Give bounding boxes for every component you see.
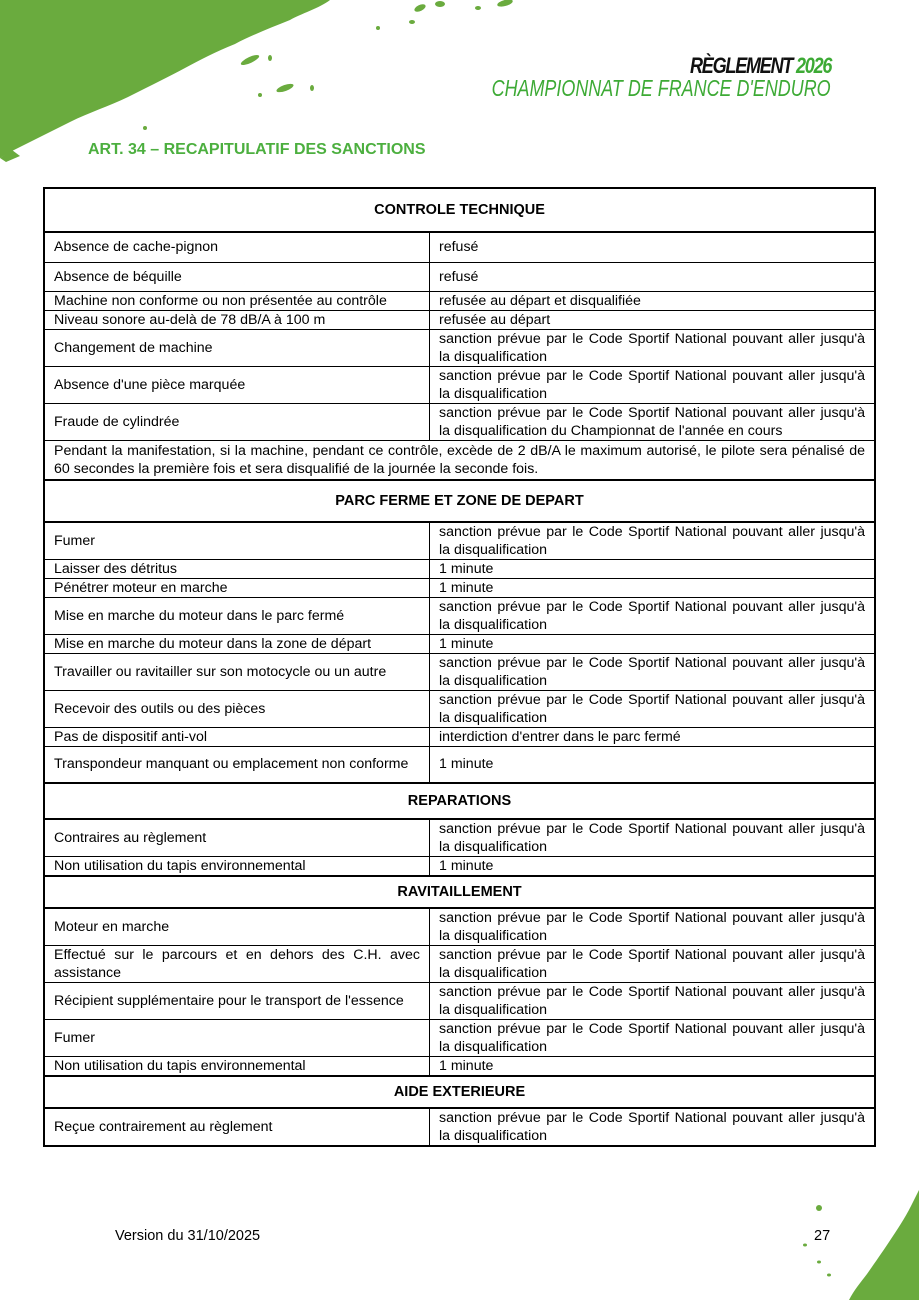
table-row (44, 634, 875, 653)
section-header-row (44, 783, 875, 819)
infraction-cell: Absence de cache-pignon (44, 232, 430, 262)
page-number: 27 (814, 1228, 831, 1244)
sanction-cell: 1 minute (430, 634, 876, 653)
section-header-row (44, 480, 875, 522)
table-row (44, 262, 875, 291)
infraction-cell: Pas de dispositif anti-vol (44, 727, 430, 746)
table-row (44, 522, 875, 560)
sanction-cell: sanction prévue par le Code Sportif National pouvant aller jusqu'à la disqualification (430, 1020, 876, 1057)
table-row (44, 908, 875, 946)
sanction-cell: sanction prévue par le Code Sportif National pouvant aller jusqu'à la disqualification (430, 983, 876, 1020)
sanction-cell: sanction prévue par le Code Sportif National pouvant aller jusqu'à la disqualification (430, 1108, 876, 1146)
sanction-cell: sanction prévue par le Code Sportif National pouvant aller jusqu'à la disqualification (430, 653, 876, 690)
sanction-cell: 1 minute (430, 559, 876, 578)
infraction-cell: Contraires au règlement (44, 819, 430, 857)
sanction-cell: sanction prévue par le Code Sportif National pouvant aller jusqu'à la disqualification du Championnat de l'année en cours (430, 403, 876, 440)
table-row (44, 232, 875, 262)
sanction-cell: interdiction d'entrer dans le parc fermé (430, 727, 876, 746)
infraction-cell: Travailler ou ravitailler sur son motocycle ou un autre (44, 653, 430, 690)
infraction-cell: Non utilisation du tapis environnemental (44, 1057, 430, 1077)
section-header-row (44, 876, 875, 908)
sanction-cell: sanction prévue par le Code Sportif National pouvant aller jusqu'à la disqualification (430, 366, 876, 403)
table-row (44, 578, 875, 597)
infraction-cell: Niveau sonore au-delà de 78 dB/A à 100 m (44, 310, 430, 329)
section-title: PARC FERME ET ZONE DE DEPART (44, 480, 875, 522)
article-title: ART. 34 – RECAPITULATIF DES SANCTIONS (88, 141, 426, 158)
brand-year: 2026 (795, 53, 831, 78)
table-row (44, 746, 875, 783)
section-title: AIDE EXTERIEURE (44, 1076, 875, 1108)
infraction-cell: Moteur en marche (44, 908, 430, 946)
sanction-cell: refusée au départ (430, 310, 876, 329)
table-row (44, 597, 875, 634)
table-row (44, 559, 875, 578)
infraction-cell: Récipient supplémentaire pour le transport de l'essence (44, 983, 430, 1020)
section-title: RAVITAILLEMENT (44, 876, 875, 908)
sanction-cell: sanction prévue par le Code Sportif National pouvant aller jusqu'à la disqualification (430, 522, 876, 560)
infraction-cell: Machine non conforme ou non présentée au contrôle (44, 291, 430, 310)
sanction-cell: sanction prévue par le Code Sportif National pouvant aller jusqu'à la disqualification (430, 597, 876, 634)
infraction-cell: Non utilisation du tapis environnemental (44, 857, 430, 877)
sanction-cell: 1 minute (430, 1057, 876, 1077)
table-row (44, 291, 875, 310)
section-note: Pendant la manifestation, si la machine, pendant ce contrôle, excède de 2 dB/A le maximum autorisé, le pilote sera pénalisé de 60 secondes la première fois et sera disqualifié de la journée la seconde fois. (44, 440, 875, 480)
brand-word: RÈGLEMENT (689, 53, 792, 78)
sanction-cell: sanction prévue par le Code Sportif National pouvant aller jusqu'à la disqualification (430, 819, 876, 857)
sanction-cell: refusée au départ et disqualifiée (430, 291, 876, 310)
sanction-cell: sanction prévue par le Code Sportif National pouvant aller jusqu'à la disqualification (430, 329, 876, 366)
sanction-cell: refusé (430, 232, 876, 262)
table-row (44, 403, 875, 440)
table-row (44, 329, 875, 366)
brand-title (690, 55, 831, 77)
infraction-cell: Mise en marche du moteur dans le parc fermé (44, 597, 430, 634)
sanction-cell: 1 minute (430, 746, 876, 783)
green-splash-decoration-bottom (749, 1190, 919, 1300)
table-row (44, 366, 875, 403)
table-row (44, 690, 875, 727)
table-row (44, 819, 875, 857)
infraction-cell: Fumer (44, 1020, 430, 1057)
table-row (44, 653, 875, 690)
note-row (44, 440, 875, 480)
section-title: REPARATIONS (44, 783, 875, 819)
infraction-cell: Absence d'une pièce marquée (44, 366, 430, 403)
infraction-cell: Fraude de cylindrée (44, 403, 430, 440)
infraction-cell: Laisser des détritus (44, 559, 430, 578)
brand-subtitle: CHAMPIONNAT DE FRANCE D'ENDURO (492, 75, 831, 101)
infraction-cell: Mise en marche du moteur dans la zone de départ (44, 634, 430, 653)
table-row (44, 727, 875, 746)
table-row (44, 983, 875, 1020)
infraction-cell: Changement de machine (44, 329, 430, 366)
brand-logo (396, 55, 831, 100)
section-header-row (44, 1076, 875, 1108)
table-row (44, 310, 875, 329)
footer-version: Version du 31/10/2025 (115, 1228, 261, 1244)
sanction-cell: refusé (430, 262, 876, 291)
infraction-cell: Fumer (44, 522, 430, 560)
sanction-cell: sanction prévue par le Code Sportif National pouvant aller jusqu'à la disqualification (430, 946, 876, 983)
table-row (44, 1057, 875, 1077)
infraction-cell: Reçue contrairement au règlement (44, 1108, 430, 1146)
table-row (44, 946, 875, 983)
infraction-cell: Absence de béquille (44, 262, 430, 291)
sanction-cell: 1 minute (430, 578, 876, 597)
sanctions-table (43, 187, 876, 1147)
table-row (44, 1020, 875, 1057)
sanction-cell: 1 minute (430, 857, 876, 877)
infraction-cell: Pénétrer moteur en marche (44, 578, 430, 597)
infraction-cell: Transpondeur manquant ou emplacement non conforme (44, 746, 430, 783)
infraction-cell: Effectué sur le parcours et en dehors des C.H. avec assistance (44, 946, 430, 983)
sanction-cell: sanction prévue par le Code Sportif National pouvant aller jusqu'à la disqualification (430, 690, 876, 727)
table-row (44, 1108, 875, 1146)
table-row (44, 857, 875, 877)
sanction-cell: sanction prévue par le Code Sportif National pouvant aller jusqu'à la disqualification (430, 908, 876, 946)
section-title: CONTROLE TECHNIQUE (44, 188, 875, 232)
infraction-cell: Recevoir des outils ou des pièces (44, 690, 430, 727)
section-header-row (44, 188, 875, 232)
